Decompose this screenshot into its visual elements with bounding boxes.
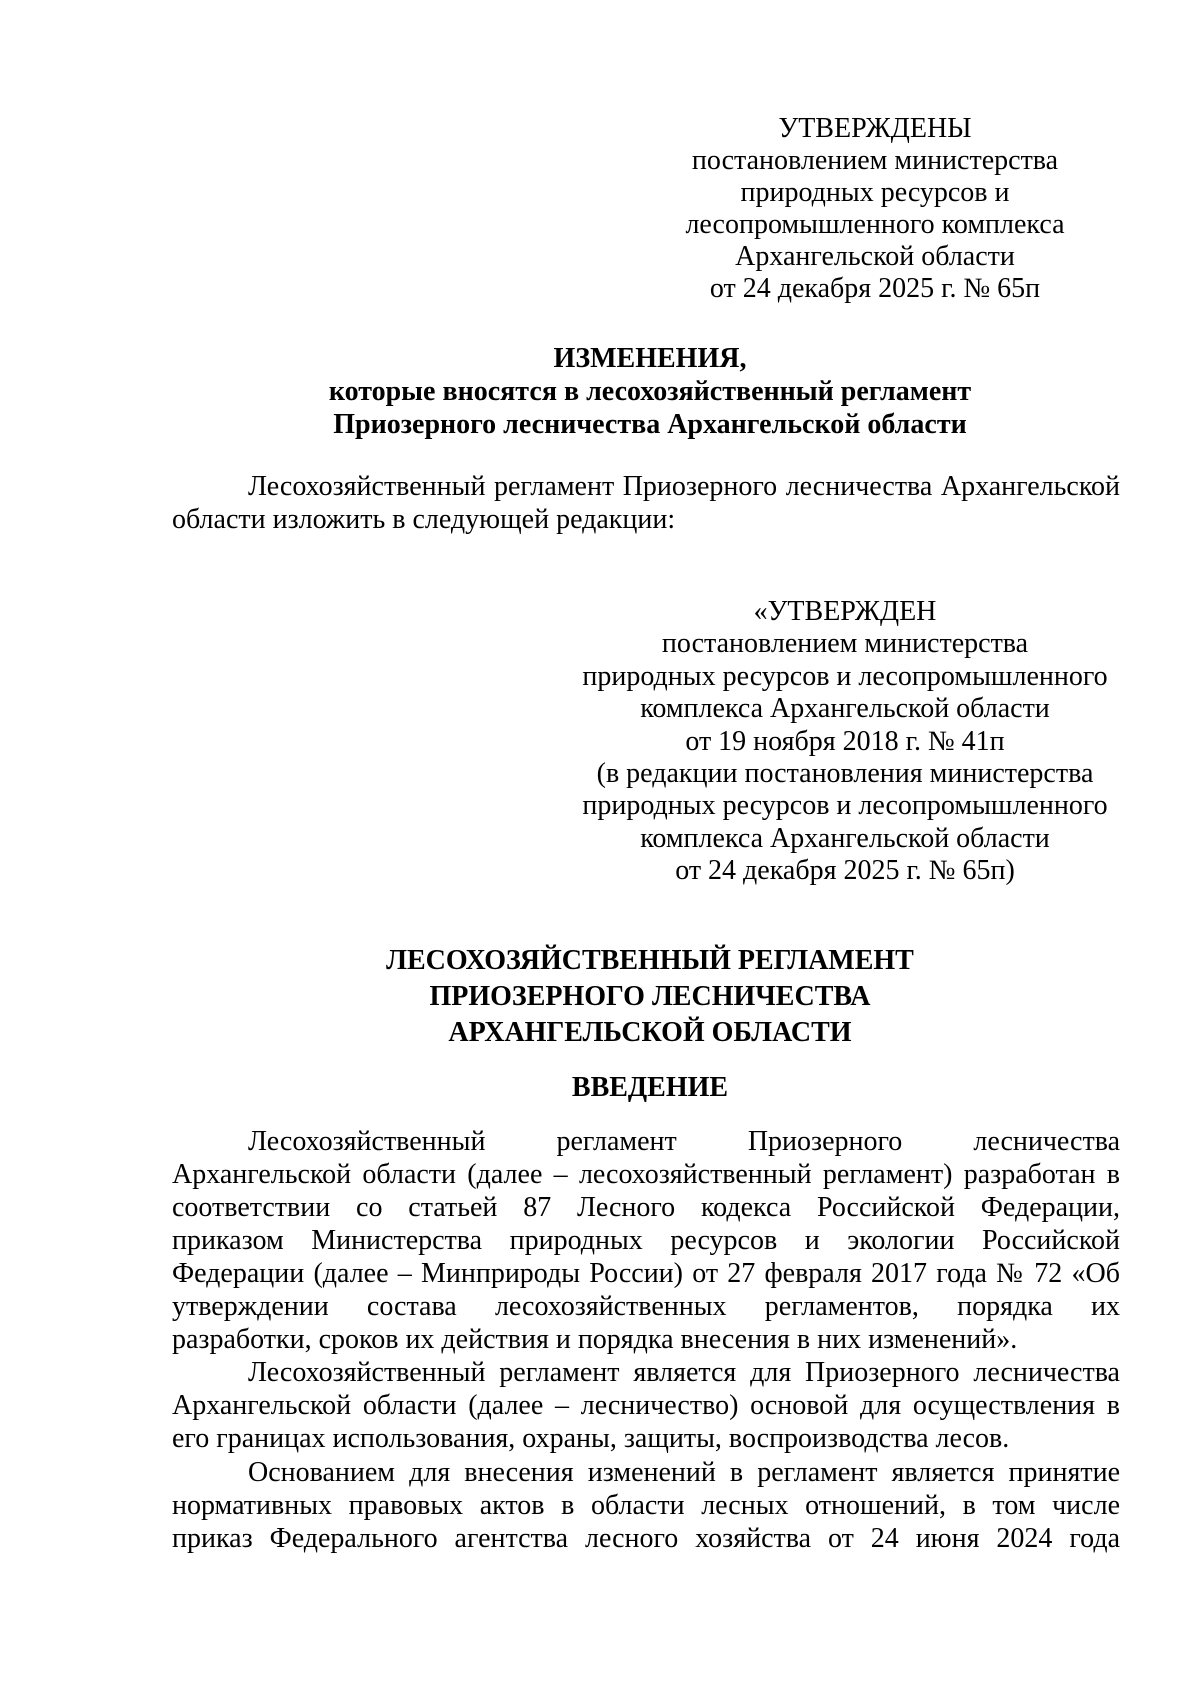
approval-quoted-line: «УТВЕРЖДЕН [753,596,937,627]
changes-title-line: ИЗМЕНЕНИЯ, [553,343,747,374]
paragraph-line: Архангельской области (далее – лесничество) основой для осуществления в [172,1390,1120,1421]
paragraph-line: Лесохозяйственный регламент является для Приозерного лесничества [248,1357,1120,1388]
approval-quoted-line: (в редакции постановления министерства [596,758,1094,790]
approval-header-line: Архангельской области [735,241,1015,272]
changes-title-line: Приозерного лесничества Архангельской области [333,409,967,440]
approval-header-line: от 24 декабря 2025 г. № 65п [709,273,1041,304]
paragraph-line: соответствии со статьей 87 Лесного кодекса Российской Федерации, [172,1192,1120,1223]
regulation-title-line: АРХАНГЕЛЬСКОЙ ОБЛАСТИ [448,1017,852,1048]
approval-quoted [555,596,1135,888]
regulation-title [170,943,1130,1051]
approval-header-line: УТВЕРЖДЕНЫ [778,113,972,144]
paragraph-line: разработки, сроков их действия и порядка внесения в них изменений». [172,1324,1018,1355]
approval-header-line: природных ресурсов и [740,177,1010,208]
paragraph-line: приказом Министерства природных ресурсов и экологии Российской [172,1225,1120,1256]
section-title: ВВЕДЕНИЕ [571,1072,729,1103]
body-paragraph [172,1125,1120,1356]
changes-title [170,342,1130,441]
paragraph-line: Архангельской области (далее – лесохозяйственный регламент) разработан в [172,1159,1120,1190]
approval-header [655,113,1095,305]
paragraph-line: нормативных правовых актов в области лесных отношений, в том числе [172,1490,1120,1521]
approval-quoted-line: комплекса Архангельской области [640,822,1050,854]
approval-quoted-line: от 24 декабря 2025 г. № 65п) [675,855,1015,887]
approval-header-line: постановлением министерства [691,145,1059,176]
paragraph-line: его границах использования, охраны, защиты, воспроизводства лесов. [172,1423,1010,1454]
approval-quoted-line: от 19 ноября 2018 г. № 41п [685,725,1005,757]
regulation-title-line: ЛЕСОХОЗЯЙСТВЕННЫЙ РЕГЛАМЕНТ [386,945,914,976]
approval-quoted-line: природных ресурсов и лесопромышленного [582,790,1108,822]
paragraph-line: утверждении состава лесохозяйственных регламентов, порядка их [172,1291,1120,1322]
paragraph-line: области изложить в следующей редакции: [172,504,676,535]
paragraph-line: Основанием для внесения изменений в регламент является принятие [248,1457,1120,1488]
approval-quoted-line: природных ресурсов и лесопромышленного [582,660,1108,692]
body-paragraph [172,1356,1120,1455]
paragraph-line: Федерации (далее – Минприроды России) от 27 февраля 2017 года № 72 «Об [172,1258,1120,1289]
paragraph-line: приказ Федерального агентства лесного хозяйства от 24 июня 2024 года [172,1523,1120,1554]
intro-paragraph [172,470,1120,536]
approval-header-line: лесопромышленного комплекса [685,209,1065,240]
changes-title-line: которые вносятся в лесохозяйственный регламент [328,376,972,407]
paragraph-line: Лесохозяйственный регламент Приозерного лесничества [248,1126,1120,1157]
paragraph-line: Лесохозяйственный регламент Приозерного лесничества Архангельской [248,471,1120,502]
regulation-title-line: ПРИОЗЕРНОГО ЛЕСНИЧЕСТВА [429,981,871,1012]
body-paragraph [172,1456,1120,1555]
approval-quoted-line: постановлением министерства [661,628,1029,660]
approval-quoted-line: комплекса Архангельской области [640,693,1050,725]
